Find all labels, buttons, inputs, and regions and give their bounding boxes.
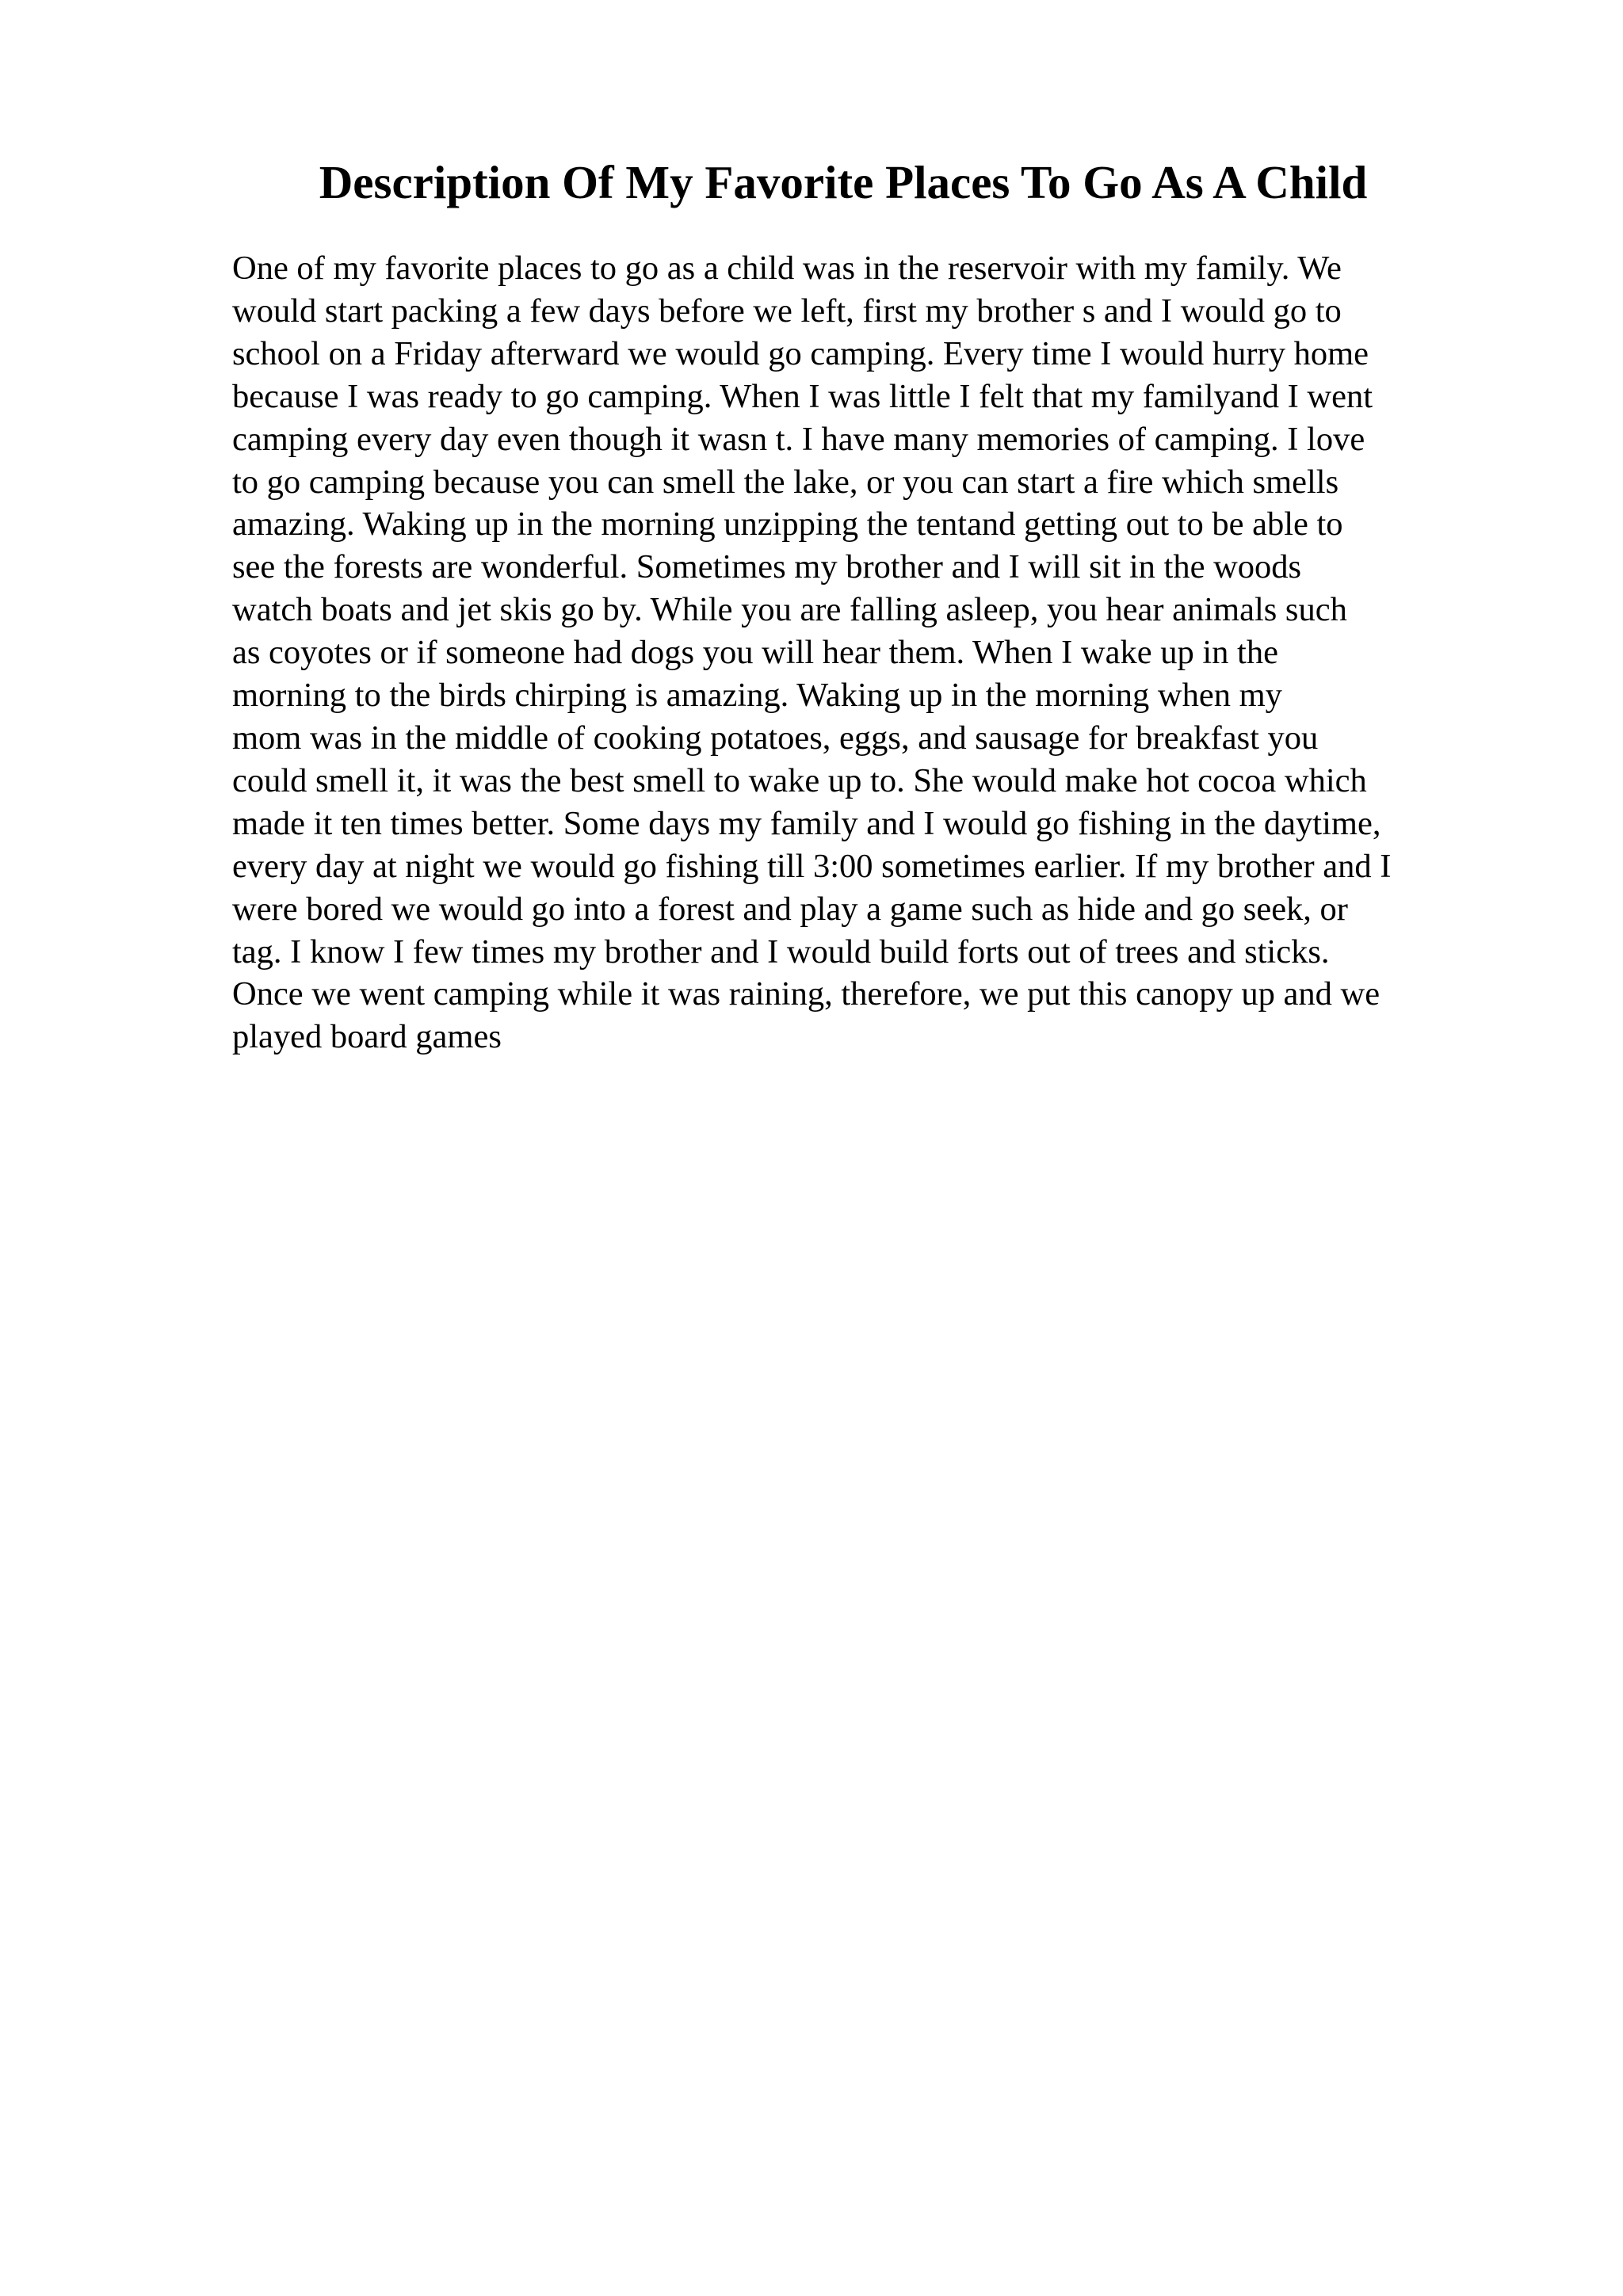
text-line: played board games	[232, 1018, 502, 1056]
text-line: amazing. Waking up in the morning unzipping the tentand getting out to be able to	[232, 505, 1343, 543]
text-line: could smell it, it was the best smell to wake up to. She would make hot cocoa which	[232, 761, 1367, 799]
body-paragraph	[232, 247, 1595, 1058]
text-line: camping every day even though it wasn t. I have many memories of camping. I love	[232, 420, 1365, 458]
text-line: morning to the birds chirping is amazing. Waking up in the morning when my	[232, 677, 1282, 715]
text-line: Once we went camping while it was raining, therefore, we put this canopy up and we	[232, 975, 1381, 1013]
text-line: mom was in the middle of cooking potatoes, eggs, and sausage for breakfast you	[232, 719, 1319, 757]
text-line: because I was ready to go camping. When I was little I felt that my familyand I went	[232, 377, 1373, 415]
text-line: were bored we would go into a forest and play a game such as hide and go seek, or	[232, 890, 1348, 928]
text-line: One of my favorite places to go as a child was in the reservoir with my family. We	[232, 250, 1342, 287]
text-line: every day at night we would go fishing till 3:00 sometimes earlier. If my brother and I	[232, 847, 1392, 885]
text-line: as coyotes or if someone had dogs you will hear them. When I wake up in the	[232, 634, 1278, 672]
text-line: would start packing a few days before we left, first my brother s and I would go to	[232, 292, 1342, 330]
text-line: tag. I know I few times my brother and I would build forts out of trees and sticks.	[232, 933, 1330, 971]
text-line: to go camping because you can smell the lake, or you can start a fire which smells	[232, 463, 1339, 501]
text-line: school on a Friday afterward we would go camping. Every time I would hurry home	[232, 334, 1369, 372]
document-title: Description Of My Favorite Places To Go As A Child	[319, 156, 1368, 208]
text-line: made it ten times better. Some days my family and I would go fishing in the daytime,	[232, 804, 1381, 842]
text-line: see the forests are wonderful. Sometimes my brother and I will sit in the woods	[232, 548, 1302, 586]
text-line: watch boats and jet skis go by. While you are falling asleep, you hear animals such	[232, 591, 1347, 629]
